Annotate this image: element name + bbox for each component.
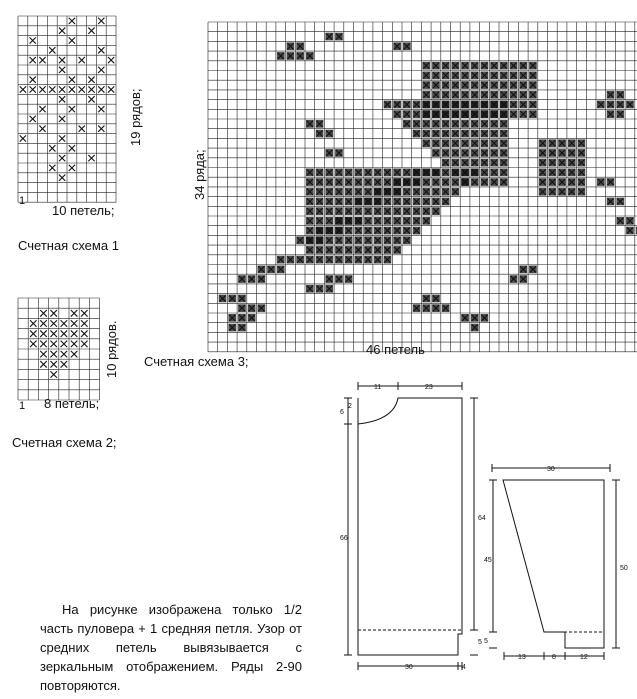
front-top-right-dim: 23 bbox=[425, 384, 433, 391]
front-piece-dimensions bbox=[340, 384, 486, 671]
scheme-1-caption: Счетная схема 1 bbox=[18, 238, 119, 253]
sleeve-bottom-right-dim: 12 bbox=[580, 654, 588, 661]
scheme-2-stitches-label: 8 петель; bbox=[44, 396, 100, 411]
sleeve-bottom-mid-dim: 8 bbox=[552, 654, 556, 661]
sleeve-piece bbox=[489, 464, 620, 660]
sleeve-height-right-dim: 50 bbox=[620, 565, 628, 572]
front-height-right-dim: 64 bbox=[478, 515, 486, 522]
front-rib-dim: 5 bbox=[478, 639, 482, 646]
scheme-2-start-label: 1 bbox=[19, 400, 26, 412]
front-neck-mark: 2 bbox=[348, 403, 352, 410]
scheme-3-caption: Счетная схема 3; bbox=[144, 354, 249, 369]
sleeve-rib-dim: 5 bbox=[484, 638, 488, 645]
front-piece bbox=[344, 382, 478, 670]
sleeve-top-dim: 30 bbox=[547, 466, 555, 473]
front-bottom-right-dim: 4 bbox=[462, 664, 466, 671]
front-top-left-dim: 11 bbox=[374, 384, 382, 391]
pattern-note: На рисунке изображена только 1/2 часть пуловера + 1 средняя петля. Узор от средних петель вывязывается с зеркальным отображением. Ряды 2-90 повторяются. bbox=[40, 602, 302, 693]
front-neck-dim: 6 bbox=[340, 409, 344, 416]
scheme-1-stitches-label: 10 петель; bbox=[52, 203, 115, 218]
scheme-3-stitches-label: 46 петель bbox=[366, 342, 425, 357]
front-bottom-left-dim: 30 bbox=[405, 664, 413, 671]
sleeve-height-left-dim: 45 bbox=[484, 557, 492, 564]
scheme-2-rows-label: 10 рядов. bbox=[104, 320, 119, 378]
scheme-1-start-label: 1 bbox=[19, 195, 26, 207]
scheme-3-rows-label: 34 ряда; bbox=[192, 149, 207, 200]
scheme-1-rows-label: 19 рядов; bbox=[128, 88, 143, 146]
sleeve-bottom-left-dim: 13 bbox=[518, 654, 526, 661]
front-height-left-dim: 66 bbox=[340, 535, 348, 542]
scheme-2-caption: Счетная схема 2; bbox=[12, 435, 117, 450]
